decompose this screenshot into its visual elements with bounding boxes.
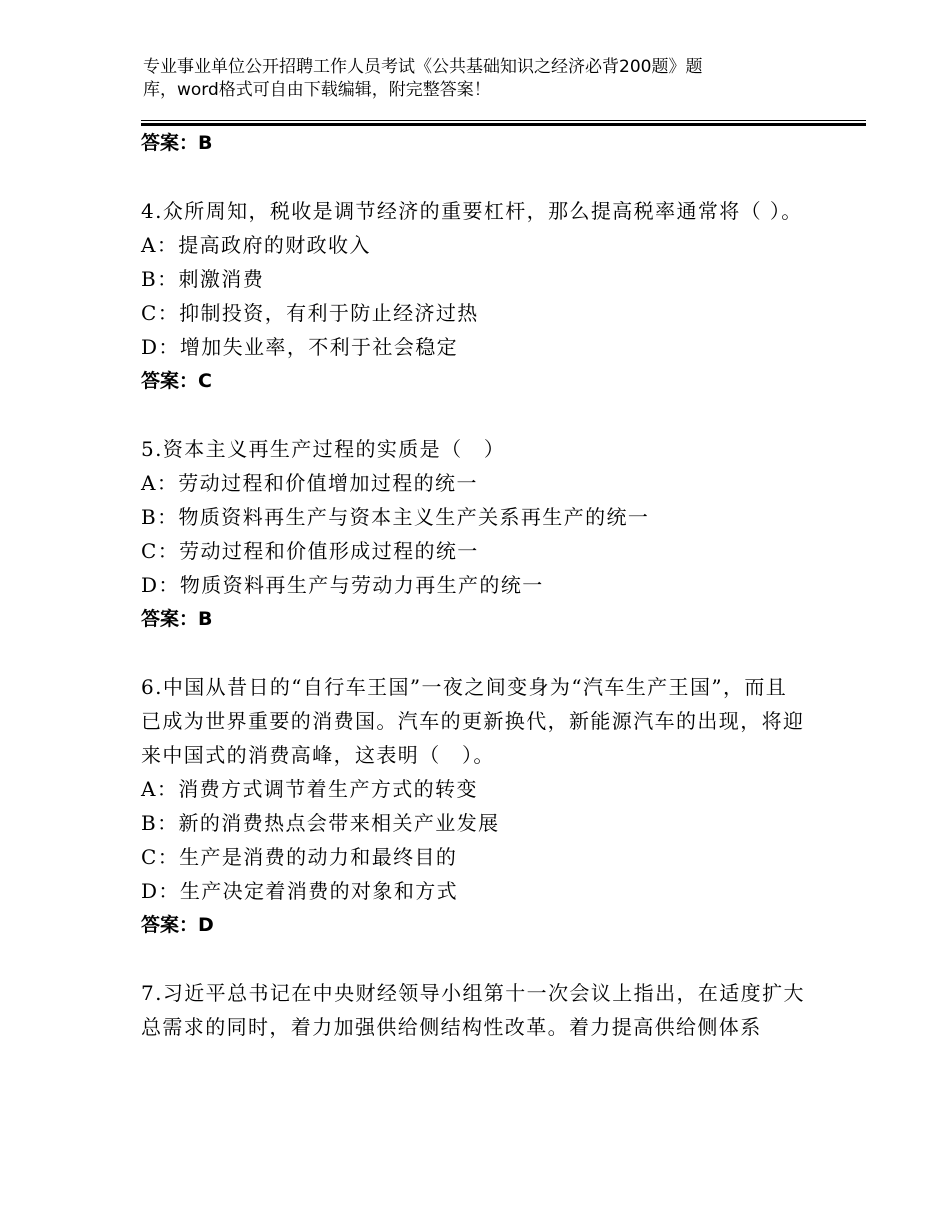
question-5: [141, 432, 806, 636]
question-6: [141, 670, 806, 942]
header-rule-thin: [141, 120, 866, 121]
option-b: B：物质资料再生产与资本主义生产关系再生产的统一: [141, 505, 650, 529]
option-b: B：刺激消费: [141, 267, 265, 291]
option-a: A：劳动过程和价值增加过程的统一: [141, 471, 478, 495]
header-line-1: 专业事业单位公开招聘工作人员考试《公共基础知识之经济必背200题》题: [143, 57, 703, 77]
option-c: C：生产是消费的动力和最终目的: [141, 845, 458, 869]
question-stem: 6.中国从昔日的“自行车王国”一夜之间变身为“汽车生产王国”，而且已成为世界重要的消费国。汽车的更新换代，新能源汽车的出现，将迎来中国式的消费高峰，这表明（ ）。: [141, 675, 805, 767]
option-a: A：消费方式调节着生产方式的转变: [141, 777, 478, 801]
option-c: C：抑制投资，有利于防止经济过热: [141, 301, 479, 325]
question-stem: 7.习近平总书记在中央财经领导小组第十一次会议上指出，在适度扩大总需求的同时，着力加强供给侧结构性改革。着力提高供给侧体系: [141, 981, 805, 1039]
question-7: [141, 976, 806, 1044]
page-header: [143, 56, 843, 102]
option-a: A：提高政府的财政收入: [141, 233, 371, 257]
option-d: D：增加失业率，不利于社会稳定: [141, 335, 459, 359]
answer-line: 答案：B: [141, 132, 213, 154]
option-d: D：物质资料再生产与劳动力再生产的统一: [141, 573, 544, 597]
question-4: [141, 194, 806, 398]
question-content: [141, 126, 806, 1044]
answer-line: 答案：D: [141, 914, 214, 936]
question-stem: 5.资本主义再生产过程的实质是（ ）: [141, 437, 506, 461]
option-d: D：生产决定着消费的对象和方式: [141, 879, 459, 903]
option-c: C：劳动过程和价值形成过程的统一: [141, 539, 479, 563]
option-b: B：新的消费热点会带来相关产业发展: [141, 811, 500, 835]
header-line-2: 库，word格式可自由下载编辑，附完整答案！: [143, 80, 491, 100]
answer-line: 答案：B: [141, 608, 213, 630]
answer-line: 答案：C: [141, 370, 212, 392]
question-stem: 4.众所周知，税收是调节经济的重要杠杆，那么提高税率通常将（ ）。: [141, 199, 803, 223]
